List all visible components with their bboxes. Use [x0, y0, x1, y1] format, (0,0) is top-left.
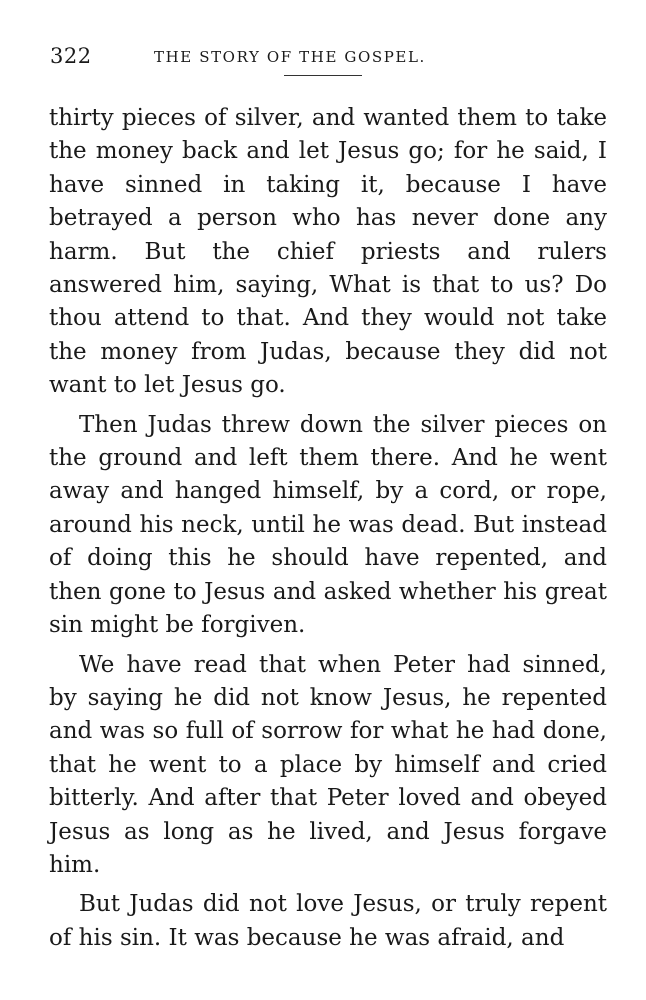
paragraph-3: We have read that when Peter had sinned, by saying he did not know Jesus, he repented and was so full of sorrow for what he had done, that he went to a place by himself and cried bitterly. And after that Peter loved and obeyed Jesus as long as he lived, and Jesus forgave him.: [49, 651, 607, 878]
running-title: THE STORY OF THE GOSPEL.: [154, 48, 426, 66]
paragraph-4: But Judas did not love Jesus, or truly repent of his sin. It was because he was afraid, and: [49, 891, 607, 951]
header-rule: [284, 75, 362, 76]
paragraph-2: Then Judas threw down the silver pieces on the ground and left them there. And he went away and hanged himself, by a cord, or rope, around his neck, until he was dead. But instead of doing this he should have repented, and then gone to Jesus and asked whether his great sin might be forgiven.: [49, 411, 607, 639]
page-number: 322: [50, 44, 92, 68]
paragraph-1: thirty pieces of silver, and wanted them to take the money back and let Jesus go; for he said, I have sinned in taking it, because I have betrayed a person who has never done any harm. But the chief priests and rulers answered him, saying, What is that to us? Do thou attend to that. And they would not take the money from Judas, because they did not want to let Jesus go.: [49, 105, 607, 399]
page-header: [50, 44, 606, 74]
body-text: [49, 102, 607, 961]
